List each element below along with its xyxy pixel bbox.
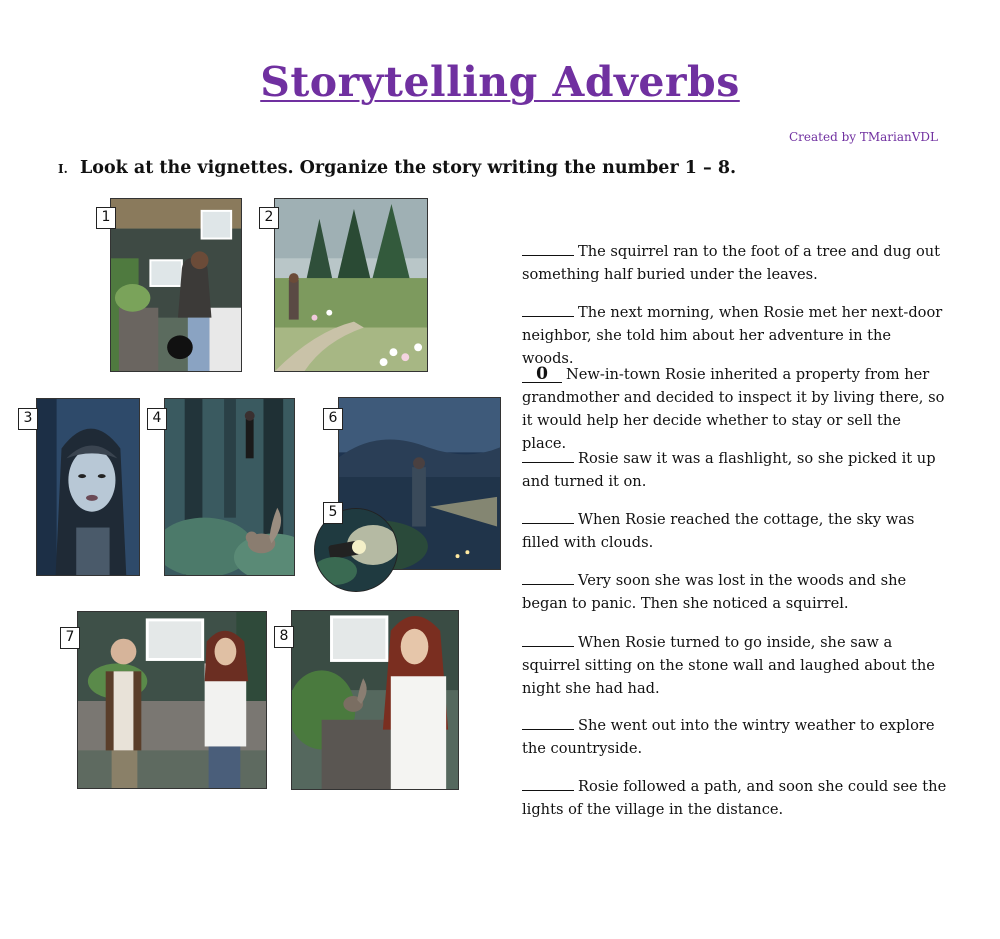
story-item [522,363,947,455]
vignette-2-image [274,198,428,372]
vignette-3-image [36,398,140,576]
story-item [522,508,947,554]
story-item [522,447,947,493]
vignette-7-image [77,611,267,789]
instruction-text: Look at the vignettes. Organize the story writing the number 1 – 8. [80,158,737,178]
vignette-4-label: 4 [147,408,167,430]
vignette-3-label: 3 [18,408,38,430]
story-item-text: When Rosie reached the cottage, the sky was filled with clouds. [522,511,915,551]
answer-blank[interactable] [522,510,574,524]
story-item [522,240,947,286]
instruction [58,158,736,178]
story-item-text: Rosie saw it was a flashlight, so she picked it up and turned it on. [522,450,936,490]
story-item-text: Very soon she was lost in the woods and she began to panic. Then she noticed a squirrel. [522,572,907,612]
answer-blank[interactable] [522,449,574,463]
story-item [522,714,947,760]
story-item-text: The squirrel ran to the foot of a tree and dug out something half buried under the leaves. [522,243,940,283]
vignette-1-image [110,198,242,372]
answer-blank[interactable] [522,633,574,647]
answer-blank[interactable] [522,242,574,256]
story-item-text: Rosie followed a path, and soon she could see the lights of the village in the distance. [522,778,947,818]
story-item [522,569,947,615]
answer-blank[interactable]: 0 [522,369,562,383]
vignette-2-label: 2 [259,207,279,229]
story-item-text: The next morning, when Rosie met her next-door neighbor, she told him about her adventure in the woods. [522,304,943,367]
vignette-5-label: 5 [323,502,343,524]
worksheet-title: Storytelling Adverbs [260,58,740,106]
answer-blank[interactable] [522,303,574,317]
story-item [522,301,947,370]
vignette-8-image [291,610,459,790]
story-item [522,631,947,700]
story-item-text: New-in-town Rosie inherited a property from her grandmother and decided to inspect it by living there, so it would help her decide whether to stay or sell the place. [522,366,945,452]
author-credit: Created by TMarianVDL [788,130,938,144]
vignette-7-label: 7 [60,627,80,649]
story-item-text: When Rosie turned to go inside, she saw a squirrel sitting on the stone wall and laughed about the night she had had. [522,634,935,697]
story-item-text: She went out into the wintry weather to explore the countryside. [522,717,935,757]
vignette-6-label: 6 [323,408,343,430]
answer-blank[interactable] [522,571,574,585]
answer-blank[interactable] [522,716,574,730]
answer-blank[interactable] [522,777,574,791]
story-item [522,775,947,821]
vignette-8-label: 8 [274,626,294,648]
vignette-1-label: 1 [96,207,116,229]
vignette-4-image [164,398,295,576]
instruction-number: I. [58,162,68,176]
